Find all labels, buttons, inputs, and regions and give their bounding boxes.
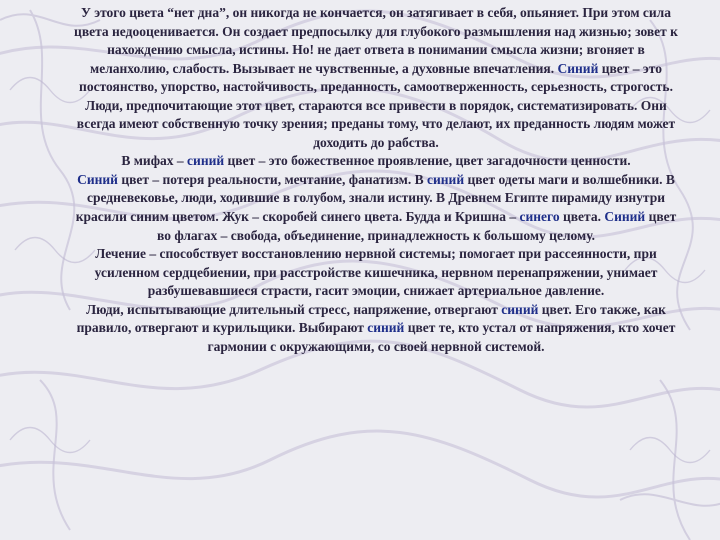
text-run: цвет во флагах – свобода, объединение, принадлежность к большому целому. [157, 209, 677, 243]
paragraph [72, 245, 680, 301]
paragraph [72, 171, 680, 245]
highlighted-word: синий [501, 301, 539, 317]
text-run: У этого цвета “нет дна”, он никогда не кончается, он затягивает в себя, опьяняет. При этом сила цвета недооценивается. Он создает предпосылку для глубокого размышления над жизнью; зовет к нахождению смысла, истины. Но! не дает ответа в понимании смысла жизни; вгоняет в меланхолию, слабость. Вызывает не чувственные, а духовные впечатления. [74, 5, 678, 76]
text-run: цвет одеты маги и волшебники. В средневековье, люди, ходившие в голубом, знали истину. В Древнем Египте пирамиду изнутри красили синим цветом. Жук – скоробей синего цвета. Будда и Кришна – [75, 171, 675, 225]
text-run: цвет – это божественное проявление, цвет загадочности ценности. [224, 153, 631, 169]
highlighted-word: синий [187, 153, 225, 169]
highlighted-word: синий [427, 171, 465, 187]
text-run: цвет те, кто устал от напряжения, кто хочет гармонии с окружающими, со своей нервной системой. [207, 320, 676, 354]
paragraph [72, 97, 680, 153]
text-run: цвет. Его также, как правило, отвергают и курильщики. Выбирают [76, 301, 666, 336]
highlighted-word: Синий [557, 60, 599, 76]
text-run: В мифах – [121, 153, 188, 169]
text-body [72, 4, 680, 356]
paragraph [72, 301, 680, 357]
text-run: Люди, предпочитающие этот цвет, стараются все привести в порядок, систематизировать. Они всегда имеют собственную точку зрения; преданы тому, что делают, их преданность людям может доходить до рабства. [76, 97, 676, 150]
paragraph [72, 4, 680, 97]
paragraph [72, 152, 680, 171]
text-run: цвет – это постоянство, упорство, настойчивость, преданность, самоотверженность, серьезность, строгость. [79, 60, 673, 95]
highlighted-word: Синий [77, 171, 118, 187]
text-run: цвета. [559, 209, 605, 225]
text-run: Люди, испытывающие длительный стресс, напряжение, отвергают [86, 301, 502, 317]
text-run: Лечение – способствует восстановлению нервной системы; помогает при рассеянности, при усиленном сердцебиении, при расстройстве кишечника, нервном перенапряжении, унимает разбушевавшиеся страсти, гасит эмоции, снижает артериальное давление. [94, 246, 658, 299]
text-run: цвет – потеря реальности, мечтание, фанатизм. В [117, 171, 427, 187]
highlighted-word: Синий [604, 209, 646, 225]
highlighted-word: синий [367, 320, 405, 336]
highlighted-word: синего [519, 209, 560, 225]
